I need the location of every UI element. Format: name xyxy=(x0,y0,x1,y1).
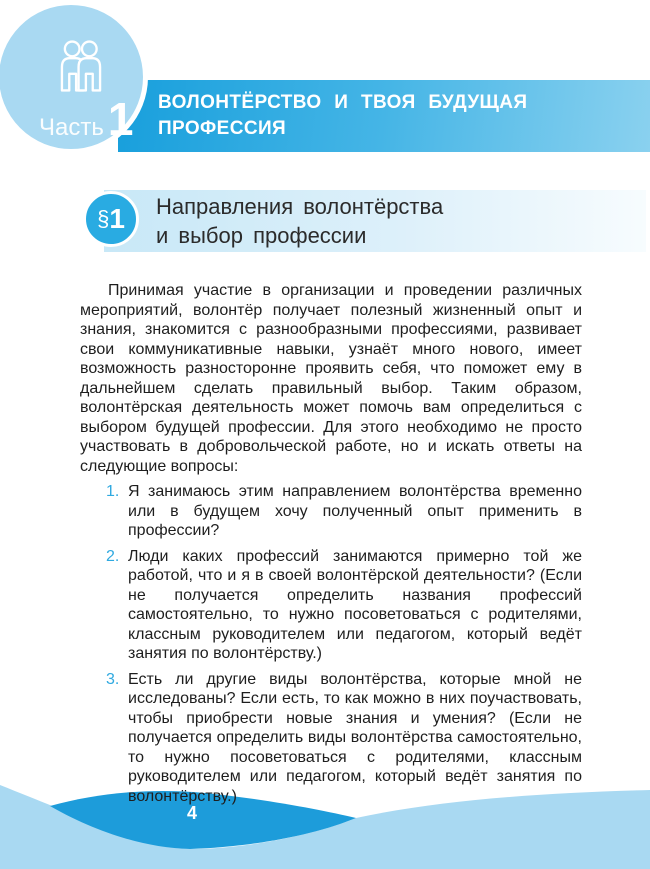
list-item-number: 1. xyxy=(106,483,120,500)
part-number: 1 xyxy=(107,93,134,145)
part-title-line1: ВОЛОНТЁРСТВО И ТВОЯ БУДУЩАЯ xyxy=(158,92,528,113)
people-icon xyxy=(59,39,103,95)
list-item-text: Есть ли другие виды волонтёрства, которые мной не исследованы? Если есть, то как можно в них поучаствовать, чтобы приобрести новые знания и умения? (Если не получается определить виды волонтёрства самостоятельно, то нужно посоветоваться с родителями, классным руководителем или педагогом, который ведёт занятия по волонтёрству.) xyxy=(128,670,582,805)
page-number: 4 xyxy=(186,803,197,823)
question-list xyxy=(80,482,582,806)
part-label: Часть xyxy=(39,114,104,141)
list-item-text: Я занимаюсь этим направлением волонтёрства временно или в будущем хочу полученный опыт применить в профессии? xyxy=(128,483,582,539)
list-item xyxy=(80,482,582,541)
part-title-line2: ПРОФЕССИЯ xyxy=(158,118,287,139)
body-text xyxy=(80,281,582,812)
intro-paragraph: Принимая участие в организации и проведении различных мероприятий, волонтёр получает полезный жизненный опыт и знания, знакомится с разнообразными профессиями, развивает свои коммуникативные навыки, узнаёт много нового, имеет возможность разносторонне проявить себя, что поможет ему в дальнейшем сделать правильный выбор. Таким образом, волонтёрская деятельность может помочь вам определиться с выбором будущей профессии. Для этого необходимо не просто участвовать в добровольческой работе, но и искать ответы на следующие вопросы: xyxy=(80,282,582,475)
list-item-number: 2. xyxy=(106,547,120,565)
section-number: 1 xyxy=(109,203,125,234)
section-title-line2: и выбор профессии xyxy=(156,223,367,248)
part-caption xyxy=(39,93,134,145)
list-item xyxy=(80,670,582,807)
part-title-band xyxy=(118,80,650,152)
section-badge xyxy=(83,191,139,247)
section-title-band xyxy=(104,190,646,252)
paragraph-mark: § xyxy=(97,206,110,231)
section-title-line1: Направления волонтёрства xyxy=(156,194,444,219)
part-badge xyxy=(0,0,148,154)
list-item-text: Люди каких профессий занимаются примерно той же работой, что и я в своей волонтёрской деятельности? (Если не получается определить названия профессий самостоятельно, то нужно посоветоваться с родителями, классным руководителем или педагогом, который ведёт занятия по волонтёрству.) xyxy=(128,547,582,662)
list-item xyxy=(80,547,582,664)
list-item-number: 3. xyxy=(106,670,120,688)
